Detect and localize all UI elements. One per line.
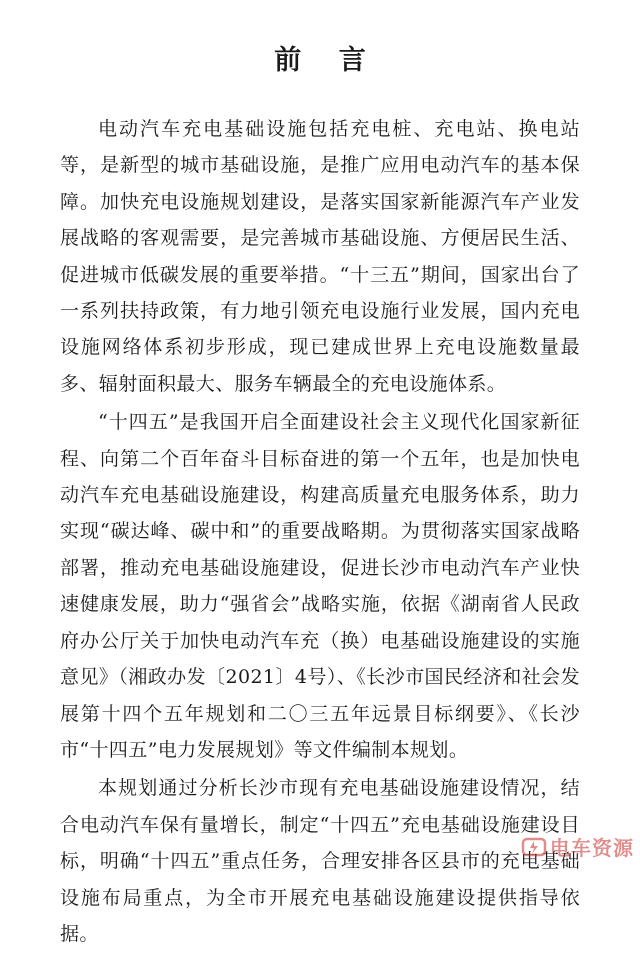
paragraph-2: “十四五”是我国开启全面建设社会主义现代化国家新征程、向第二个百年奋斗目标奋进的第一个五年，也是加快电动汽车充电基础设施建设，构建高质量充电服务体系，助力实现“碳达峰、碳中和”的重要战略期。为贯彻落实国家战略部署，推动充电基础设施建设，促进长沙市电动汽车产业快速健康发展，助力“强省会”战略实施，依据《湖南省人民政府办公厅关于加快电动汽车充（换）电基础设施建设的实施意见》（湘政办发〔2021〕4号）、《长沙市国民经济和社会发展第十四个五年规划和二〇三五年远景目标纲要》、《长沙市“十四五”电力发展规划》等文件编制本规划。	[60, 411, 580, 761]
watermark-text: 电车资源	[550, 836, 634, 860]
page-title: 前 言	[274, 45, 380, 76]
body-text	[60, 111, 580, 954]
paragraph-3: 本规划通过分析长沙市现有充电基础设施建设情况，结合电动汽车保有量增长，制定“十四五”充电基础设施建设目标，明确“十四五”重点任务，合理安排各区县市的充电基础设施布局重点，为全市开展充电基础设施建设提供指导依据。	[60, 777, 580, 945]
watermark	[521, 832, 634, 861]
logo-icon	[521, 836, 547, 858]
paragraph-1: 电动汽车充电基础设施包括充电桩、充电站、换电站等，是新型的城市基础设施，是推广应用电动汽车的基本保障。加快充电设施规划建设，是落实国家新能源汽车产业发展战略的客观需要，是完善城市基础设施、方便居民生活、促进城市低碳发展的重要举措。“十三五”期间，国家出台了一系列扶持政策，有力地引领充电设施行业发展，国内充电设施网络体系初步形成，现已建成世界上充电设施数量最多、辐射面积最大、服务车辆最全的充电设施体系。	[60, 118, 580, 395]
